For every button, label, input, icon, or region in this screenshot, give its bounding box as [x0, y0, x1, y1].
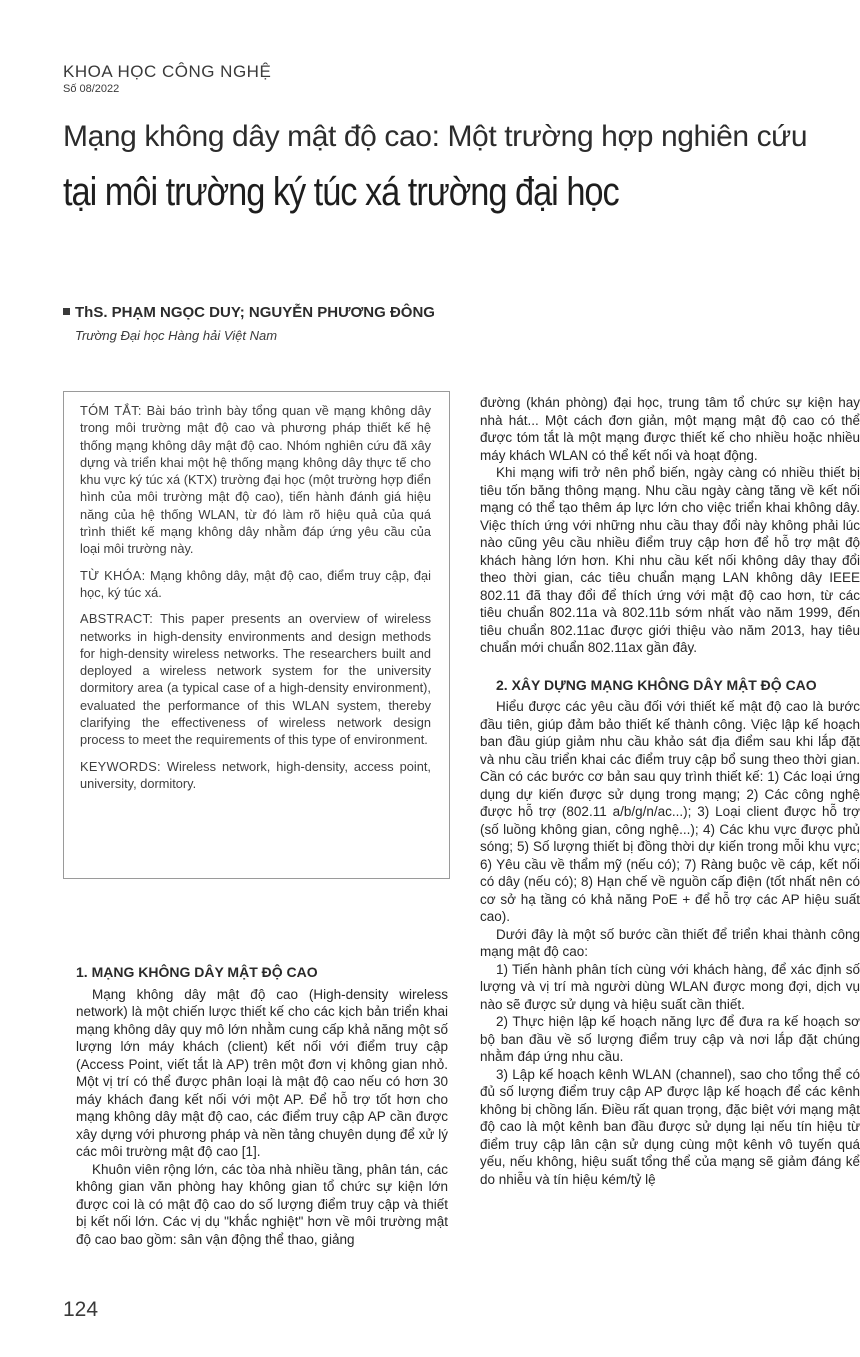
abstract-box	[63, 391, 450, 879]
keywords-en-label: KEYWORDS:	[80, 758, 161, 774]
section-1-paragraph: Khi mạng wifi trở nên phổ biến, ngày càng có nhiều thiết bị tiêu tốn băng thông mạng. Nhu cầu ngày càng tăng về kết nối mạng có thể tạo thêm áp lực lớn cho việc triển khai không dây. Việc thích ứng với những nhu cầu thay đổi này không phải lúc nào cũng yêu cầu nhiều điểm truy cập hơn để hỗ trợ mật độ khách hàng lớn hơn. Khi nhu cầu kết nối không dây thay đổi theo thời gian, các tiêu chuẩn mạng LAN không dây IEEE 802.11 đã thay đổi để thích ứng với mật độ cao hơn, từ các tiêu chuẩn 802.11a và 802.11b sớm nhất vào năm 1999, đến tiêu chuẩn 802.11ac được giới thiệu vào năm 2013, hay tiêu chuẩn mới chuẩn 802.11ax gần đây.	[480, 465, 860, 655]
bullet-square-icon	[63, 308, 70, 315]
page-number: 124	[63, 1298, 99, 1321]
keywords-vi-label: TỪ KHÓA:	[80, 567, 146, 583]
section-2-paragraph: 3) Lập kế hoạch kênh WLAN (channel), sao cho tổng thể có đủ số lượng điểm truy cập AP được lập kế hoạch để các kênh không bị chồng lấn. Điều rất quan trọng, đặc biệt với mạng mật độ cao là một kênh ban đầu được sử dụng lại nếu tín hiệu từ điểm truy cập lân cận sử dụng cùng một kênh vô tuyến quá yếu, nếu không, hiệu suất tổng thể của mạng sẽ giảm đáng kể do nhiễu và tín hiệu kém/tỷ lệ	[480, 1066, 860, 1187]
article-title-line-2: tại môi trường ký túc xá trường đại học	[63, 170, 619, 214]
keywords-vi-text: Mạng không dây, mật độ cao, điểm truy cập, đại học, ký túc xá.	[80, 567, 431, 600]
keywords-en-text: Wireless network, high-density, access point, university, dormitory.	[80, 758, 431, 791]
summary-vi	[80, 402, 431, 558]
section-1-heading: 1. MẠNG KHÔNG DÂY MẬT ĐỘ CAO	[76, 964, 318, 980]
summary-label: TÓM TẮT:	[80, 403, 142, 418]
article-title-line-1: Mạng không dây mật độ cao: Một trường hợp nghiên cứu	[63, 120, 808, 153]
abstract-en	[80, 610, 431, 748]
authors: ThS. PHẠM NGỌC DUY; NGUYỄN PHƯƠNG ĐÔNG	[75, 304, 435, 321]
abstract-text: This paper presents an overview of wireless networks in high-density environments and design methods for high-density wireless networks. The researchers built and deployed a wireless network system for the university dormitory area (a typical case of a high-density environment), evaluated the performance of this WLAN system, thereby clarifying the effectiveness of wireless network design process to meet the requirements of this type of environment.	[80, 611, 431, 748]
section-1-paragraph: đường (khán phòng) đại học, trung tâm tổ chức sự kiện hay nhà hát... Một cách đơn giản, một mạng mật độ cao có thể được tóm tắt là một mạng được thiết kế cho nhiều hoặc nhiều máy khách WLAN có thể kết nối và hoạt động.	[480, 395, 860, 463]
authors-line	[63, 304, 435, 321]
section-2-heading: 2. XÂY DỰNG MẠNG KHÔNG DÂY MẬT ĐỘ CAO	[496, 676, 817, 693]
section-2-paragraph: 2) Thực hiện lập kế hoạch năng lực để đưa ra kế hoạch sơ bộ ban đầu về số lượng điểm truy cập và nơi lắp đặt chúng nhằm đáp ứng nhu cầu.	[480, 1014, 860, 1064]
keywords-en	[80, 758, 431, 793]
section-1-paragraph: Mạng không dây mật độ cao (High-density wireless network) là một chiến lược thiết kế cho các kịch bản triển khai mạng không dây quy mô lớn nhằm cung cấp khả năng một số lượng lớn máy khách (client) kết nối với điểm truy cập (Access Point, viết tắt là AP) trên một đơn vị không gian nhỏ. Một vị trí có thể được phân loại là mật độ cao nếu có hơn 30 máy khách đang kết nối với một AP. Để hỗ trợ tốt hơn cho mạng không dây mật độ cao, các điểm truy cập AP cần được xây dựng với phương pháp và nền tảng chuyên dụng để xử lý các môi trường mật độ cao [1].	[76, 986, 448, 1159]
section-2-paragraph: Dưới đây là một số bước cần thiết để triển khai thành công mạng mật độ cao:	[480, 926, 860, 959]
affiliation: Trường Đại học Hàng hải Việt Nam	[75, 328, 278, 343]
section-label: KHOA HỌC CÔNG NGHỆ	[63, 62, 272, 81]
section-1-paragraph: Khuôn viên rộng lớn, các tòa nhà nhiều tầng, phân tán, các không gian văn phòng hay không gian tổ chức sự kiện lớn được coi là có mật độ cao do số lượng điểm truy cập và thiết bị kết nối lớn. Các vị dụ "khắc nghiệt" hơn về môi trường mật độ cao bao gồm: sân vận động thể thao, giảng	[76, 1161, 448, 1247]
right-column	[480, 394, 860, 1188]
issue-number: Số 08/2022	[63, 83, 120, 95]
summary-text: Bài báo trình bày tổng quan về mạng không dây trong môi trường mật độ cao và phương pháp thiết kế hệ thống mạng không dây mật độ cao. Nhóm nghiên cứu đã xây dựng và triển khai một hệ thống mạng không dây thực tế cho khu vực ký túc xá (KTX) trường đại học (một trường hợp điển hình của môi trường mật độ cao), tiến hành đánh giá hiệu năng của hệ thống WLAN, từ đó làm rõ hiệu quả của quá trình thiết kế mạng không dây nhằm đáp ứng yêu cầu của loại môi trường này.	[80, 403, 431, 557]
section-2-paragraph: 1) Tiến hành phân tích cùng với khách hàng, để xác định số lượng và vị trí mà người dùng WLAN được mong đợi, dịch vụ nào sẽ được sử dụng và hiệu suất cần thiết.	[480, 961, 860, 1012]
section-2-paragraph: Hiểu được các yêu cầu đối với thiết kế mật độ cao là bước đầu tiên, giúp đảm bảo thiết kế thành công. Việc lập kế hoạch ban đầu giúp giảm nhu cầu khảo sát địa điểm sau khi lắp đặt và nhu cầu triển khai các điểm truy cập bổ sung theo thời gian. Cần có các bước cơ bản sau quy trình thiết kế: 1) Các loại ứng dụng dự kiến được sử dụng trong mạng; 2) Các công nghệ được hỗ trợ (802.11 a/b/g/n/ac...); 3) Loại client được hỗ trợ (số luồng không gian, công nghệ...); 4) Các khu vực được phủ sóng; 5) Số lượng thiết bị đồng thời dự kiến trong mỗi khu vực; 6) Yêu cầu về thẩm mỹ (nếu có); 7) Ràng buộc về cáp, kết nối có dây (nếu có); 8) Hạn chế về nguồn cấp điện (tốt nhất nên có cơ sở hạ tầng có khả năng PoE + để hỗ trợ các AP hiệu suất cao).	[480, 699, 860, 924]
keywords-vi	[80, 567, 431, 602]
abstract-label: ABSTRACT:	[80, 611, 154, 627]
left-column	[76, 964, 448, 1248]
